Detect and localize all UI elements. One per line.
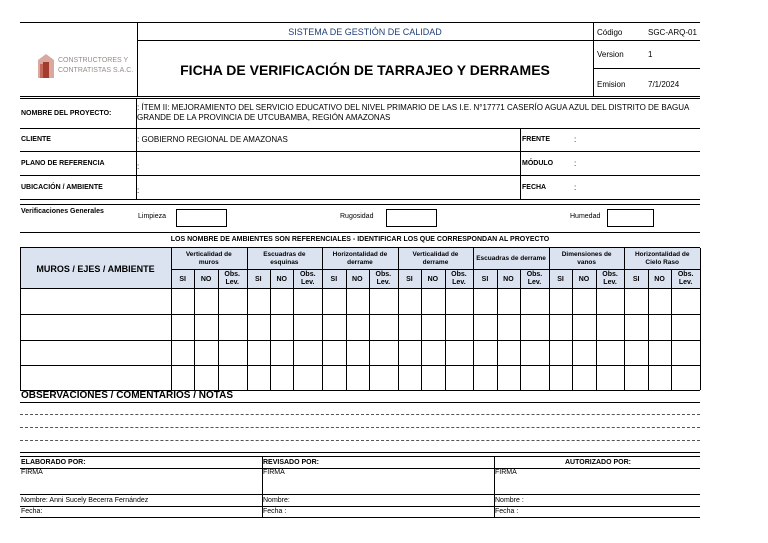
sub-header-obs-line1: Obs. bbox=[602, 271, 618, 278]
sub-header-si: SI bbox=[406, 276, 413, 283]
sub-header-obs bbox=[520, 271, 549, 287]
system-title: SISTEMA DE GESTIÓN DE CALIDAD bbox=[288, 27, 442, 37]
fecha-autorizado: Fecha : bbox=[495, 508, 519, 515]
sub-header-obs-line1: Obs. bbox=[526, 271, 543, 278]
ubicacion-colon: : bbox=[137, 186, 140, 195]
document-title: FICHA DE VERIFICACIÓN DE TARRAJEO Y DERRAMES bbox=[180, 62, 550, 78]
sub-header-obs-line1: Obs. bbox=[677, 271, 694, 278]
sub-header-obs-line1: Obs. bbox=[375, 271, 392, 278]
elaborado-label: ELABORADO POR: bbox=[21, 459, 86, 466]
sub-header-no: NO bbox=[503, 276, 514, 283]
sub-header-si: SI bbox=[632, 276, 640, 283]
observations-title: OBSERVACIONES / COMENTARIOS / NOTAS bbox=[21, 390, 234, 401]
sub-header-no: NO bbox=[654, 276, 665, 283]
table-group-header-line1: Verticalidad de bbox=[412, 251, 459, 258]
table-group-header-line2: vanos bbox=[577, 259, 597, 266]
sub-header-obs-line1: Obs. bbox=[299, 271, 316, 278]
table-group-header bbox=[171, 251, 247, 267]
observation-line-2[interactable] bbox=[20, 427, 700, 428]
codigo-value: SGC-ARQ-01 bbox=[648, 28, 697, 37]
firma-elaborado: FIRMA bbox=[21, 469, 43, 476]
verificaciones-label: Verificaciones Generales bbox=[21, 208, 104, 215]
nombre-autorizado: Nombre : bbox=[495, 497, 524, 504]
emision-label: Emision bbox=[597, 80, 626, 89]
sub-header-no: NO bbox=[427, 276, 439, 283]
table-group-header-line2: esquinas bbox=[270, 259, 299, 266]
rugosidad-label: Rugosidad bbox=[340, 213, 374, 220]
table-group-header-line2: derrame bbox=[347, 259, 373, 266]
sub-header-obs-line2: Lev. bbox=[301, 279, 315, 286]
sub-header-obs-line2: Lev. bbox=[225, 279, 239, 286]
table-group-header-line1: Dimensiones de bbox=[561, 251, 612, 258]
table-row[interactable] bbox=[20, 365, 700, 390]
limpieza-label: Limpieza bbox=[138, 213, 167, 220]
observation-line-1[interactable] bbox=[20, 414, 700, 415]
table-group-header-line1: Escuadras de derrame bbox=[476, 255, 546, 262]
company-logo bbox=[36, 52, 136, 82]
sub-header-si: SI bbox=[254, 276, 262, 283]
humedad-label: Humedad bbox=[570, 213, 601, 220]
sub-header-si: SI bbox=[481, 276, 489, 283]
plano-label: PLANO DE REFERENCIA bbox=[21, 160, 105, 167]
table-group-header-line1: Horizontalidad de bbox=[634, 251, 690, 258]
sub-header-obs bbox=[293, 271, 322, 287]
table-group-header bbox=[247, 251, 323, 267]
table-group-header bbox=[322, 251, 398, 267]
project-name-label: NOMBRE DEL PROYECTO: bbox=[21, 110, 112, 117]
table-group-header-line1: Horizontalidad de bbox=[332, 251, 388, 258]
table-group-header-line1: Verticalidad de bbox=[185, 251, 232, 258]
sub-header-si: SI bbox=[557, 276, 564, 283]
project-name-value-line1: : ÍTEM II: MEJORAMIENTO DEL SERVICIO EDUCATIVO DEL NIVEL PRIMARIO DE LAS I.E. N°17771 CASERÍO AGUA AZUL DEL DISTRITO DE BAGUA bbox=[137, 103, 690, 112]
sub-header-no: NO bbox=[578, 276, 590, 283]
table-group-header bbox=[398, 251, 474, 267]
autorizado-label: AUTORIZADO POR: bbox=[565, 459, 631, 466]
table-row[interactable] bbox=[20, 288, 700, 314]
fecha-label: FECHA bbox=[522, 184, 547, 191]
building-logo-icon bbox=[36, 52, 56, 80]
sub-header-obs bbox=[218, 271, 247, 287]
table-group-header bbox=[549, 251, 625, 267]
table-subheader-line bbox=[171, 269, 700, 270]
sub-header-obs-line2: Lev. bbox=[527, 279, 542, 286]
cliente-value: : GOBIERNO REGIONAL DE AMAZONAS bbox=[137, 135, 288, 144]
sub-header-si: SI bbox=[179, 276, 187, 283]
version-label: Version bbox=[597, 50, 624, 59]
nombre-revisado: Nombre: bbox=[263, 497, 290, 504]
company-name-line2: CONTRATISTAS S.A.C. bbox=[58, 67, 134, 74]
emision-value: 7/1/2024 bbox=[648, 80, 680, 89]
ubicacion-label: UBICACIÓN / AMBIENTE bbox=[21, 184, 103, 191]
sub-header-obs bbox=[369, 271, 398, 287]
limpieza-checkbox[interactable] bbox=[176, 209, 227, 227]
table-group-header-line1: Escuadras de bbox=[263, 251, 306, 258]
company-name-line1: CONSTRUCTORES Y bbox=[58, 57, 129, 64]
table-group-header bbox=[624, 251, 700, 267]
fecha-colon: : bbox=[574, 183, 577, 192]
sub-header-si: SI bbox=[330, 276, 338, 283]
table-note: LOS NOMBRE DE AMBIENTES SON REFERENCIALES - IDENTIFICAR LOS QUE CORRESPONDAN AL PROYECTO bbox=[170, 236, 550, 243]
plano-colon: : bbox=[137, 162, 140, 171]
sub-header-obs-line1: Obs. bbox=[224, 271, 240, 278]
codigo-label: Código bbox=[597, 28, 623, 37]
row-header: MUROS / EJES / AMBIENTE bbox=[36, 264, 155, 274]
modulo-colon: : bbox=[574, 159, 577, 168]
sub-header-obs bbox=[671, 271, 700, 287]
humedad-checkbox[interactable] bbox=[607, 209, 654, 227]
version-value: 1 bbox=[648, 50, 653, 59]
frente-colon: : bbox=[574, 135, 577, 144]
table-group-header-line2: derrame bbox=[422, 259, 449, 266]
sub-header-obs bbox=[445, 271, 474, 287]
table-row[interactable] bbox=[20, 314, 700, 340]
nombre-elaborado: Nombre: Anni Sucely Becerra Fernández bbox=[21, 497, 149, 504]
table-right-border bbox=[700, 248, 701, 390]
table-group-header-line2: Cielo Raso bbox=[645, 259, 679, 266]
rugosidad-checkbox[interactable] bbox=[386, 209, 437, 227]
revisado-label: REVISADO POR: bbox=[263, 459, 320, 466]
sub-header-obs-line2: Lev. bbox=[452, 279, 466, 286]
sub-header-obs bbox=[596, 271, 625, 287]
firma-revisado: FIRMA bbox=[263, 469, 285, 476]
observation-line-3[interactable] bbox=[20, 440, 700, 441]
project-name-value-line2: GRANDE DE LA PROVINCIA DE UTCUBAMBA, REGIÓN AMAZONAS bbox=[137, 113, 391, 122]
table-group-header-line2: muros bbox=[198, 259, 219, 266]
table-group-header bbox=[473, 255, 549, 263]
cliente-label: CLIENTE bbox=[21, 136, 51, 143]
sub-header-no: NO bbox=[352, 276, 363, 283]
fecha-elaborado: Fecha: bbox=[21, 508, 43, 515]
sub-header-no: NO bbox=[200, 276, 212, 283]
modulo-label: MÓDULO bbox=[522, 160, 554, 167]
firma-autorizado: FIRMA bbox=[495, 469, 517, 476]
sub-header-obs-line2: Lev. bbox=[603, 279, 617, 286]
sub-header-no: NO bbox=[276, 276, 287, 283]
fecha-revisado: Fecha : bbox=[263, 508, 287, 515]
frente-label: FRENTE bbox=[522, 136, 550, 143]
sub-header-obs-line2: Lev. bbox=[376, 279, 391, 286]
sub-header-obs-line2: Lev. bbox=[678, 279, 693, 286]
sub-header-obs-line1: Obs. bbox=[451, 271, 467, 278]
table-row[interactable] bbox=[20, 340, 700, 365]
